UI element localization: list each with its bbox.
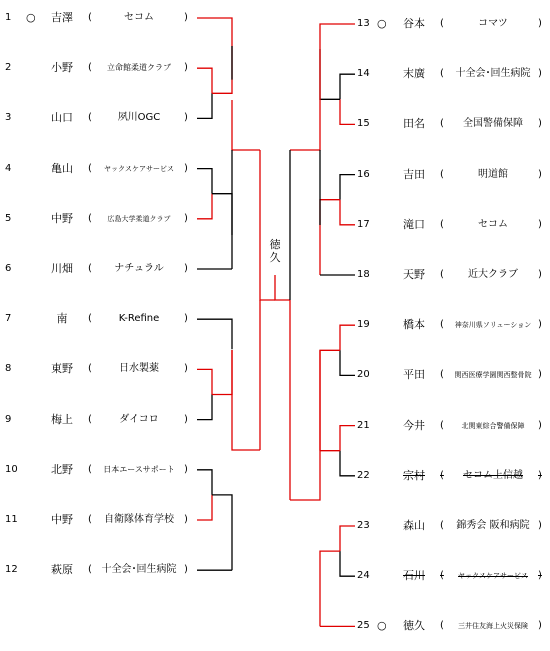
advance-line xyxy=(290,49,320,150)
advance-line xyxy=(340,325,355,350)
advance-line xyxy=(197,369,212,394)
player-club: 十全会･回生病院 xyxy=(101,564,177,576)
player-number: 3 xyxy=(5,112,12,124)
paren-close: ) xyxy=(538,269,542,280)
player-club: ヤックスケアサービス xyxy=(458,572,528,581)
bracket-line xyxy=(320,49,340,99)
advance-line xyxy=(260,150,275,300)
paren-close: ) xyxy=(538,68,542,80)
player-name: 徳久 xyxy=(403,619,425,633)
bracket-line xyxy=(212,194,232,269)
paren-close: ) xyxy=(538,319,542,331)
paren-open: ( xyxy=(88,112,92,124)
player-number: 22 xyxy=(357,469,370,481)
player-club: K-Refine xyxy=(118,313,160,325)
advance-line xyxy=(212,350,232,395)
advance-line xyxy=(340,99,355,124)
paren-close: ) xyxy=(184,514,188,525)
player-name: 吉田 xyxy=(403,167,425,181)
player-name: 吉澤 xyxy=(51,11,73,24)
paren-open: ( xyxy=(88,413,92,425)
paren-close: ) xyxy=(538,520,542,531)
seed-mark: ○ xyxy=(26,11,36,24)
bracket-line xyxy=(197,470,212,495)
paren-open: ( xyxy=(440,419,444,431)
paren-open: ( xyxy=(88,162,92,174)
paren-close: ) xyxy=(184,212,188,224)
player-club: セコム上信越 xyxy=(463,469,523,481)
bracket-line xyxy=(197,169,212,194)
player-number: 10 xyxy=(5,463,18,475)
paren-open: ( xyxy=(440,469,444,481)
player-name: 山口 xyxy=(51,111,73,125)
paren-close: ) xyxy=(538,168,542,180)
player-club: 自衛隊体育学校 xyxy=(104,514,174,525)
paren-open: ( xyxy=(88,62,92,74)
bracket-line xyxy=(197,93,212,118)
paren-open: ( xyxy=(88,363,92,375)
paren-close: ) xyxy=(184,62,188,74)
paren-close: ) xyxy=(538,469,542,481)
player-name: 滝口 xyxy=(403,217,425,231)
paren-open: ( xyxy=(88,212,92,224)
player-club: 関西医療学園関西整骨院 xyxy=(454,371,532,380)
bracket-line xyxy=(340,451,355,476)
seed-mark: ○ xyxy=(377,619,387,633)
paren-open: ( xyxy=(440,369,444,381)
paren-close: ) xyxy=(538,369,542,381)
player-club: 近大クラブ xyxy=(468,269,518,280)
advance-line xyxy=(232,350,260,450)
advance-line xyxy=(197,18,232,46)
player-club: 神奈川県ソリューション xyxy=(454,321,532,330)
player-name: 宗村 xyxy=(403,468,425,482)
player-name: 橋本 xyxy=(403,318,425,332)
player-name: 平田 xyxy=(403,368,425,382)
player-club: 広島大学柔道クラブ xyxy=(107,214,171,223)
advance-line xyxy=(320,350,340,450)
player-name: 天野 xyxy=(403,268,425,281)
player-number: 24 xyxy=(357,570,370,582)
paren-open: ( xyxy=(440,168,444,180)
player-club: ヤックスケアサービス xyxy=(104,164,174,173)
player-name: 末廣 xyxy=(403,67,425,81)
paren-close: ) xyxy=(184,263,188,274)
player-number: 12 xyxy=(5,564,18,576)
bracket-line xyxy=(340,551,355,576)
advance-line xyxy=(275,275,290,300)
player-name: 小野 xyxy=(51,61,73,75)
paren-close: ) xyxy=(184,12,188,23)
player-club: 日水製薬 xyxy=(119,363,159,375)
player-number: 8 xyxy=(5,363,12,375)
advance-line xyxy=(320,24,355,49)
advance-line xyxy=(340,200,355,225)
paren-open: ( xyxy=(88,12,92,23)
player-number: 16 xyxy=(357,168,370,180)
player-name: 中野 xyxy=(51,211,73,225)
player-club: 夙川OGC xyxy=(117,112,161,124)
advance-line xyxy=(290,350,320,500)
bracket-line xyxy=(340,175,355,200)
player-name: 石川 xyxy=(403,569,425,583)
advance-line xyxy=(320,200,340,275)
player-number: 20 xyxy=(357,369,370,381)
player-name: 北野 xyxy=(51,462,73,476)
paren-close: ) xyxy=(538,570,542,582)
paren-close: ) xyxy=(538,620,542,632)
player-club: 全国警備保障 xyxy=(463,118,523,130)
advance-line xyxy=(340,426,355,451)
paren-close: ) xyxy=(184,112,188,124)
player-club: ダイコロ xyxy=(119,413,159,425)
paren-close: ) xyxy=(184,463,188,475)
player-number: 2 xyxy=(5,62,12,74)
paren-close: ) xyxy=(538,18,542,29)
paren-open: ( xyxy=(88,463,92,475)
player-number: 6 xyxy=(5,263,12,274)
player-club: 三井住友海上火災保険 xyxy=(458,622,528,631)
player-name: 川畑 xyxy=(51,262,73,275)
player-club: セコム xyxy=(124,12,154,23)
paren-open: ( xyxy=(88,564,92,576)
player-name: 南 xyxy=(56,312,68,326)
paren-open: ( xyxy=(88,514,92,525)
paren-open: ( xyxy=(440,18,444,29)
paren-close: ) xyxy=(184,413,188,425)
paren-open: ( xyxy=(440,520,444,531)
player-number: 14 xyxy=(357,68,370,80)
paren-close: ) xyxy=(184,564,188,576)
paren-close: ) xyxy=(184,363,188,375)
player-name: 萩原 xyxy=(51,563,73,577)
player-name: 梅上 xyxy=(51,412,73,426)
paren-open: ( xyxy=(440,319,444,331)
player-club: 日本エースサポート xyxy=(103,464,175,474)
advance-line xyxy=(197,194,212,219)
paren-open: ( xyxy=(440,570,444,582)
player-name: 谷本 xyxy=(403,17,425,30)
paren-close: ) xyxy=(184,162,188,174)
player-number: 7 xyxy=(5,313,12,325)
player-number: 1 xyxy=(5,12,12,23)
player-number: 9 xyxy=(5,413,12,425)
player-club: 立命館柔道クラブ xyxy=(107,63,171,73)
player-name: 東野 xyxy=(51,362,73,376)
paren-open: ( xyxy=(440,269,444,280)
player-name: 中野 xyxy=(51,513,73,526)
bracket-line xyxy=(197,395,212,420)
player-number: 18 xyxy=(357,269,370,280)
bracket-line xyxy=(340,74,355,99)
advance-line xyxy=(232,100,260,150)
paren-close: ) xyxy=(538,118,542,130)
player-club: 明道館 xyxy=(478,168,508,180)
bracket-line xyxy=(197,319,232,349)
player-name: 田名 xyxy=(403,117,425,131)
paren-open: ( xyxy=(440,620,444,632)
player-number: 17 xyxy=(357,218,370,230)
seed-mark: ○ xyxy=(377,17,387,30)
player-number: 19 xyxy=(357,319,370,331)
player-club: ナチュラル xyxy=(114,263,164,274)
bracket-line xyxy=(340,350,355,375)
advance-line xyxy=(320,551,340,626)
player-club: 十全会･回生病院 xyxy=(455,68,531,80)
paren-close: ) xyxy=(184,313,188,325)
player-club: セコム xyxy=(478,218,508,230)
player-number: 4 xyxy=(5,162,12,174)
player-number: 15 xyxy=(357,118,370,130)
advance-line xyxy=(197,68,212,93)
player-name: 今井 xyxy=(403,418,425,432)
paren-open: ( xyxy=(88,263,92,274)
player-club: 北関東綜合警備保障 xyxy=(461,421,525,430)
player-number: 5 xyxy=(5,212,12,224)
player-club: 錦秀会 阪和病院 xyxy=(456,520,530,531)
player-club: コマツ xyxy=(478,18,508,29)
player-number: 25 xyxy=(357,620,370,632)
paren-open: ( xyxy=(88,313,92,325)
player-number: 11 xyxy=(5,514,18,525)
advance-line xyxy=(340,526,355,551)
paren-close: ) xyxy=(538,218,542,230)
advance-line xyxy=(197,495,212,520)
player-name: 亀山 xyxy=(51,161,73,175)
paren-open: ( xyxy=(440,118,444,130)
player-number: 13 xyxy=(357,18,370,29)
player-number: 21 xyxy=(357,419,370,431)
bracket-line xyxy=(212,495,232,570)
paren-close: ) xyxy=(538,419,542,431)
paren-open: ( xyxy=(440,218,444,230)
advance-line xyxy=(212,46,232,93)
player-name: 森山 xyxy=(403,519,425,532)
champion-label: 徳久 xyxy=(269,238,281,264)
paren-open: ( xyxy=(440,68,444,80)
player-number: 23 xyxy=(357,520,370,531)
